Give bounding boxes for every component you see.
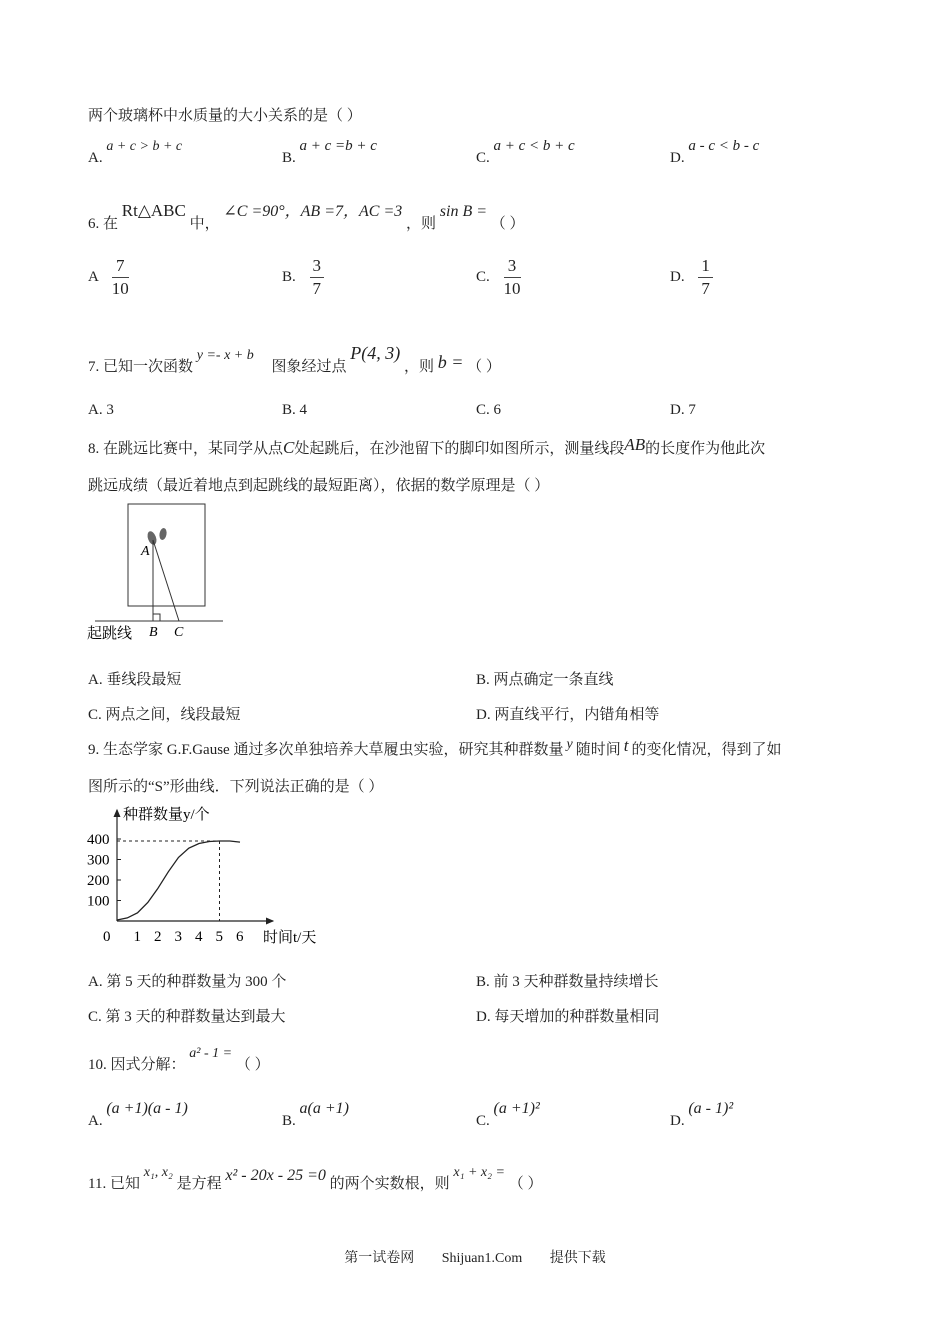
y-tick-label-200: 200 [87, 873, 110, 889]
right-angle-mark [153, 614, 160, 621]
fraction: $\frac{1}{7}$ [698, 256, 713, 299]
page-footer: 第一试卷网 Shijuan1.Com 提供下载 [344, 1251, 606, 1266]
q7-option-d[interactable]: D. 7 [670, 402, 696, 418]
sand-pit [128, 504, 205, 606]
q7-option-a[interactable]: A. 3 [88, 402, 114, 418]
y-tick-label-400: 400 [87, 832, 110, 848]
x-tick-label-2: 2 [154, 929, 162, 945]
x-tick-label-3: 3 [174, 929, 182, 945]
q8-option-a[interactable]: A. 垂线段最短 [88, 672, 182, 688]
label-a: A [141, 544, 150, 559]
q6-option-d[interactable]: D. $\frac{1}{7}$ [670, 256, 713, 299]
q8-stem-line2: 跳远成绩（最近着地点到起跳线的最短距离），依据的数学原理是（ ） [88, 478, 550, 494]
x-tick-label-5: 5 [215, 929, 223, 945]
label-c: C [174, 625, 184, 640]
q9-option-c[interactable]: C. 第 3 天的种群数量达到最大 [88, 1009, 286, 1025]
q9-option-a[interactable]: A. 第 5 天的种群数量为 300 个 [88, 974, 287, 990]
q6-stem: 6. 在 Rt△ABC 中， ∠C =90°，AB =7，AC =3 ，则 sin B = （ ） [88, 201, 525, 232]
q5-option-b[interactable]: B. a + c =b + c [282, 138, 377, 166]
q10-option-a[interactable]: A. (a +1)(a - 1) [88, 1100, 188, 1129]
footprint-right [159, 527, 168, 540]
q6-option-b[interactable]: B. $\frac{3}{7}$ [282, 256, 324, 299]
x-tick-label-6: 6 [236, 929, 244, 945]
y-tick-label-100: 100 [87, 893, 110, 910]
q9-option-b[interactable]: B. 前 3 天种群数量持续增长 [476, 974, 659, 990]
q7-option-b[interactable]: B. 4 [282, 402, 308, 418]
label-b: B [149, 625, 158, 640]
series-line-s-curve [117, 841, 240, 920]
q8-option-b[interactable]: B. 两点确定一条直线 [476, 672, 614, 688]
fraction: $\frac{3}{10}$ [503, 256, 521, 298]
long-jump-figure [85, 500, 230, 645]
q5-option-a[interactable]: A. a + c > b + c [88, 139, 183, 166]
takeoff-line-label: 起跳线 [87, 626, 133, 642]
fraction: $\frac{7}{10}$ [111, 256, 129, 298]
q11-stem: 11. 已知 x₁, x₂ 是方程 x² - 20x - 25 =0 的两个实数根，则 x₁ + x₂ = （ ） [88, 1165, 543, 1192]
x-tick-label-1: 1 [133, 929, 141, 945]
q10-stem: 10. 因式分解： a² - 1 = （ ） [88, 1046, 270, 1073]
q9-stem-line2: 图所示的“S”形曲线．下列说法正确的是（ ） [88, 779, 384, 795]
q6-option-a[interactable]: A $\frac{7}{10}$ [88, 256, 129, 298]
q5-option-c[interactable]: C. a + c < b + c [476, 138, 575, 166]
q6-option-c[interactable]: C. $\frac{3}{10}$ [476, 256, 521, 298]
q7-option-c[interactable]: C. 6 [476, 402, 502, 418]
fraction: $\frac{3}{7}$ [310, 256, 325, 299]
q9-stem-line1: 9. 生态学家 G.F.Gause 通过多次单独培养大草履虫实验，研究其种群数量 y 随时间 t 的变化情况，得到了如 [88, 736, 782, 758]
y-axis-label: 种群数量y/个 [123, 807, 210, 823]
q5-stem: 两个玻璃杯中水质量的大小关系的是（ ） [88, 108, 362, 124]
q7-stem: 7. 已知一次函数 y =- x + b 图象经过点 P(4, 3) ，则 b = （ ） [88, 343, 501, 375]
x-tick-label-0: 0 [103, 929, 111, 945]
q8-option-c[interactable]: C. 两点之间，线段最短 [88, 707, 241, 723]
q10-option-c[interactable]: C. (a +1)² [476, 1100, 540, 1129]
q10-option-b[interactable]: B. a(a +1) [282, 1100, 349, 1129]
q5-option-d[interactable]: D. a - c < b - c [670, 138, 760, 166]
q9-option-d[interactable]: D. 每天增加的种群数量相同 [476, 1009, 660, 1025]
q10-option-d[interactable]: D. (a - 1)² [670, 1100, 734, 1129]
x-tick-label-4: 4 [195, 929, 203, 945]
x-axis-label: 时间t/天 [263, 930, 317, 946]
y-tick-label-300: 300 [87, 852, 110, 869]
segment-ac [153, 540, 179, 621]
q8-stem-line1: 8. 在跳远比赛中，某同学从点C处起跳后，在沙池留下的脚印如图所示，测量线段AB的长度作为他此次 [88, 435, 766, 457]
population-chart [85, 800, 345, 950]
q8-option-d[interactable]: D. 两直线平行，内错角相等 [476, 707, 660, 723]
